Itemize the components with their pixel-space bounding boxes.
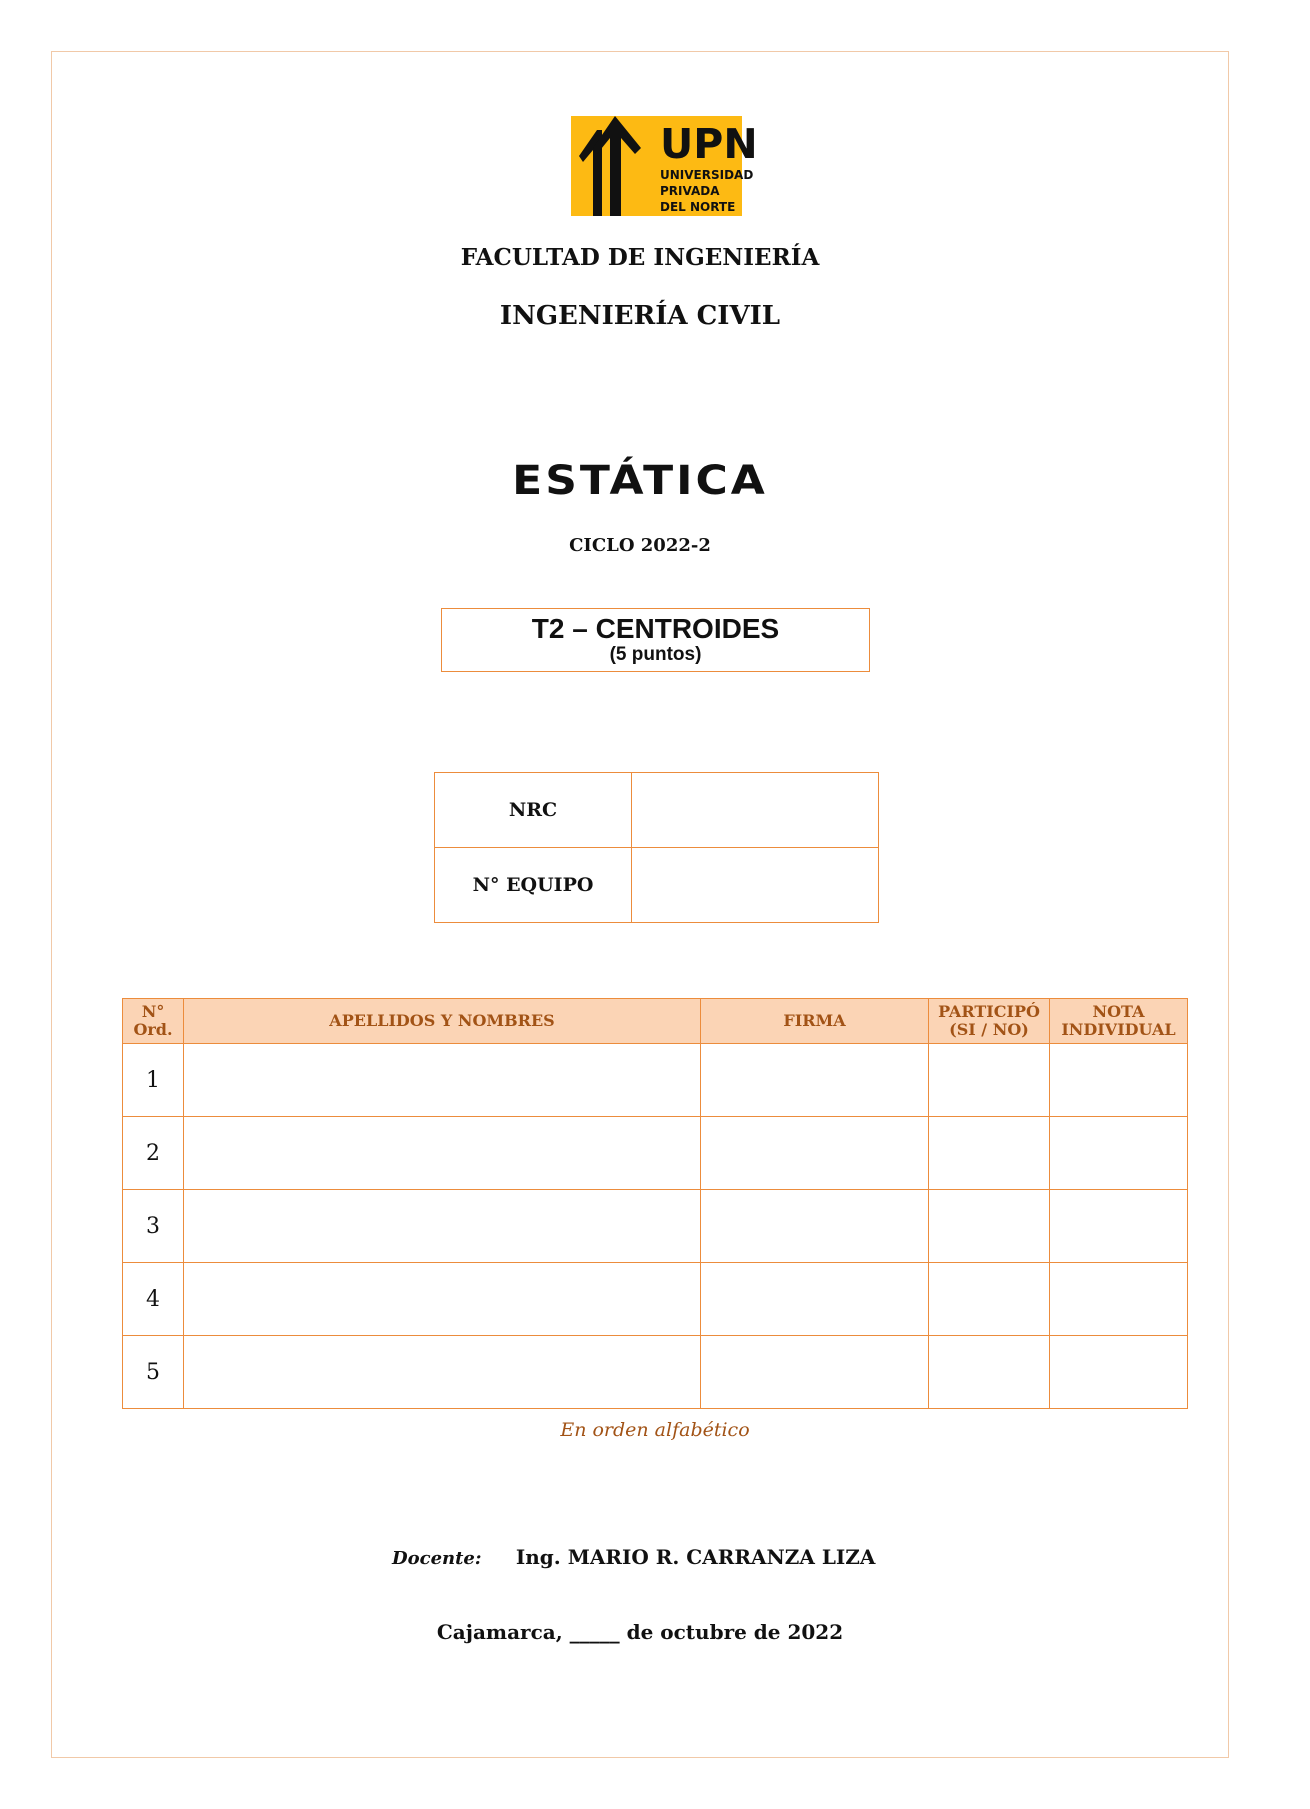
teacher-label: Docente: [392,1548,482,1569]
team-number-label: N° EQUIPO [435,848,632,923]
header-order-line1: N° [141,1002,165,1021]
row-participated[interactable] [929,1044,1050,1117]
alphabetical-note: En orden alfabético [560,1419,750,1441]
row-name[interactable] [184,1336,701,1409]
career-title: INGENIERÍA CIVIL [499,301,781,331]
row-participated[interactable] [929,1117,1050,1190]
header-signature: FIRMA [701,999,929,1044]
row-signature[interactable] [701,1117,929,1190]
row-grade[interactable] [1050,1044,1188,1117]
header-order [123,999,184,1044]
header-participated-line2: (SI / NO) [949,1020,1029,1039]
table-row [123,1336,1188,1409]
row-signature[interactable] [701,1190,929,1263]
table-row [123,1263,1188,1336]
course-title: ESTÁTICA [512,457,768,504]
date-line: Cajamarca, _____ de octubre de 2022 [436,1620,844,1644]
teacher-line [392,1545,875,1569]
table-row [123,1117,1188,1190]
logo-line2: PRIVADA [660,184,720,198]
row-participated[interactable] [929,1190,1050,1263]
team-number-value[interactable] [632,848,879,923]
row-participated[interactable] [929,1336,1050,1409]
faculty-title: FACULTAD DE INGENIERÍA [460,244,820,271]
row-signature[interactable] [701,1044,929,1117]
row-grade[interactable] [1050,1336,1188,1409]
course-cycle: CICLO 2022-2 [569,535,711,556]
nrc-label: NRC [435,773,632,848]
header-names: APELLIDOS Y NOMBRES [184,999,701,1044]
header-participated [929,999,1050,1044]
info-table [434,772,879,923]
teacher-name: Ing. MARIO R. CARRANZA LIZA [515,1545,876,1569]
row-signature[interactable] [701,1336,929,1409]
header-grade-line1: NOTA [1092,1002,1145,1021]
info-row-nrc [435,773,879,848]
table-row [123,1190,1188,1263]
row-signature[interactable] [701,1263,929,1336]
row-number: 2 [123,1117,184,1190]
row-grade[interactable] [1050,1190,1188,1263]
upn-logo-graphic [571,116,758,216]
team-table-header [123,999,1188,1044]
task-box [441,608,870,672]
team-table [122,998,1188,1409]
table-row [123,1044,1188,1117]
logo-line1: UNIVERSIDAD [660,168,754,182]
row-number: 5 [123,1336,184,1409]
upn-logo [571,116,758,216]
header-grade-line2: INDIVIDUAL [1061,1020,1176,1039]
row-name[interactable] [184,1044,701,1117]
row-number: 4 [123,1263,184,1336]
task-points: (5 puntos) [609,644,702,665]
logo-brand: UPN [660,120,758,168]
info-row-team [435,848,879,923]
logo-line3: DEL NORTE [660,200,736,214]
header-participated-line1: PARTICIPÓ [938,1002,1040,1021]
row-name[interactable] [184,1263,701,1336]
row-grade[interactable] [1050,1263,1188,1336]
row-number: 3 [123,1190,184,1263]
header-order-line2: Ord. [133,1020,173,1039]
nrc-value[interactable] [632,773,879,848]
header-grade [1050,999,1188,1044]
row-name[interactable] [184,1190,701,1263]
row-participated[interactable] [929,1263,1050,1336]
row-name[interactable] [184,1117,701,1190]
row-number: 1 [123,1044,184,1117]
task-title: T2 – CENTROIDES [531,613,780,644]
row-grade[interactable] [1050,1117,1188,1190]
